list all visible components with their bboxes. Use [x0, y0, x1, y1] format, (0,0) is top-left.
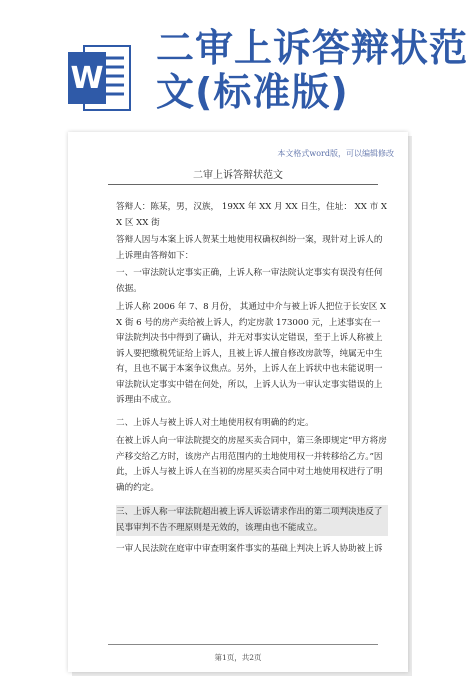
svg-text:W: W — [70, 61, 104, 96]
paragraph-point-3: 三、上诉人称一审法院超出被上诉人诉讼请求作出的第二项判决违反了民事审判不告不理原则是无效的，该理由也不能成立。 — [116, 505, 388, 536]
footer-divider — [108, 644, 378, 645]
header-banner — [0, 0, 474, 130]
paragraph-intro: 答辩人因与本案上诉人贺某土地使用权确权纠纷一案，现针对上诉人的上诉理由答辩如下： — [116, 235, 383, 261]
page-number: 第1页，共2页 — [214, 653, 262, 662]
document-title: 二审上诉答辩状范文 — [193, 170, 283, 181]
paragraph-respondent: 答辩人：陈某，男，汉族， 19XX 年 XX 月 XX 日生，住址： XX 市 XX 区 XX 街 — [116, 202, 388, 228]
paragraph-point-2-body: 在被上诉人向一审法院提交的房屋买卖合同中，第三条即规定“甲方将房产移交给乙方时，该房产占用范围内的土地使用权一并转移给乙方。”因此，上诉人与被上诉人在当初的房屋买卖合同中对土地使用权进行了明确的约定。 — [116, 436, 387, 493]
paragraph-point-3-body: 一审人民法院在庭审中审查明案件事实的基础上判决上诉人协助被上诉 — [116, 544, 383, 554]
format-note: 本文格式word版，可以编辑修改 — [277, 149, 394, 158]
document-page — [68, 132, 408, 672]
paragraph-point-1-body: 上诉人称 2006 年 7、8 月份， 其通过中介与被上诉人把位于长安区 XX 街 6 号的房产卖给被上诉人，约定房款 173000 元，上述事实在一审法院判决书中得到了确认，并无对事实认定错误，至于上诉人称被上诉人要把缴税凭证给上诉人，且被上诉人擅自修改房款等，纯属无中生有，且也不属于本案争议焦点。另外，上诉人在上诉状中也未能说明一审法院认定事实中错在何处，所以，上诉人认为一审认定事实错误的上诉理由不成立。 — [116, 302, 387, 405]
word-icon — [66, 38, 134, 118]
paragraph-point-2: 二、上诉人与被上诉人对土地使用权有明确的约定。 — [116, 418, 314, 428]
title-divider — [108, 184, 378, 185]
banner-title-line-2: 文(标准版) — [156, 70, 349, 114]
banner-title-line-1: 二审上诉答辩状范 — [156, 26, 469, 70]
paragraph-point-1: 一、一审法院认定事实正确，上诉人称一审法院认定事实有误没有任何依据。 — [116, 268, 383, 294]
